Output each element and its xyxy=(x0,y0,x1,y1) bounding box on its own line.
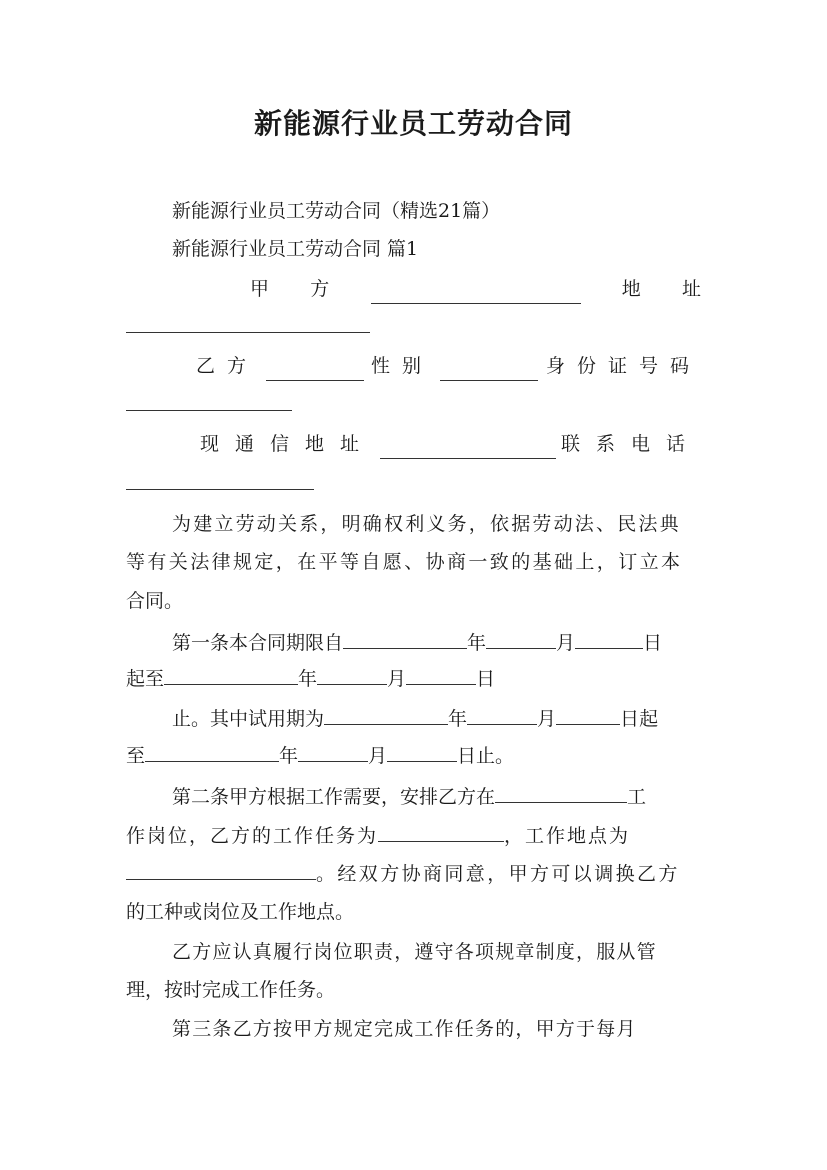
party-a-address-label-1: 地 xyxy=(621,278,641,300)
party-a-address-row xyxy=(126,310,701,342)
article-1-line-1 xyxy=(172,626,701,658)
party-a-address-label-2: 址 xyxy=(681,278,701,300)
day-label: 日 xyxy=(620,708,640,730)
year-label: 年 xyxy=(448,708,468,730)
intro-line-1: 为建立劳动关系，明确权利义务，依据劳动法、民法典 xyxy=(172,513,681,535)
article-2-line-2 xyxy=(126,819,701,851)
article-1-line-3 xyxy=(172,702,701,734)
party-a-label-1: 甲 xyxy=(250,278,270,300)
section-heading: 新能源行业员工劳动合同 篇1 xyxy=(172,238,419,260)
probation-end-month-blank xyxy=(298,739,368,762)
probation-end-day-blank xyxy=(387,739,457,762)
id-number-row xyxy=(126,388,701,420)
article-2-prefix: 第二条甲方根据工作需要，安排乙方在 xyxy=(172,786,496,808)
task-blank xyxy=(378,819,504,842)
document-title: 新能源行业员工劳动合同 xyxy=(253,107,573,140)
zhi-label: 至 xyxy=(126,745,146,767)
party-b-name-blank xyxy=(266,358,364,381)
year-label: 年 xyxy=(467,632,487,654)
article-1-line-4 xyxy=(126,739,701,771)
gender-blank xyxy=(440,358,538,381)
party-b-label: 乙方 xyxy=(196,355,259,377)
id-number-label: 身份证号码 xyxy=(545,355,701,377)
start-year-blank xyxy=(343,626,467,649)
department-blank xyxy=(495,780,627,803)
day-label: 日 xyxy=(476,668,496,690)
gong-label: 工 xyxy=(627,786,647,808)
article-1-prefix: 第一条本合同期限自 xyxy=(172,632,344,654)
article-2-line-3 xyxy=(126,857,701,889)
party-a-label-2: 方 xyxy=(310,278,330,300)
duty-line-2: 理，按时完成工作任务。 xyxy=(126,979,336,1001)
document-subtitle: 新能源行业员工劳动合同（精选21篇） xyxy=(172,200,501,222)
year-label: 年 xyxy=(279,745,299,767)
end-day-blank xyxy=(406,662,476,685)
gender-label: 性别 xyxy=(370,355,433,377)
task-label: 作岗位，乙方的工作任务为 xyxy=(126,825,379,847)
party-a-name-blank xyxy=(371,281,581,304)
probation-label: 止。其中试用期为 xyxy=(172,708,325,730)
duty-line-1: 乙方应认真履行岗位职责，遵守各项规章制度，服从管 xyxy=(172,941,657,963)
qi-zhi-label: 起至 xyxy=(126,668,165,690)
phone-row xyxy=(126,467,701,499)
article-2-text-3: 。经双方协商同意，甲方可以调换乙方 xyxy=(316,863,680,885)
month-label: 月 xyxy=(387,668,407,690)
party-a-address-blank xyxy=(126,310,370,333)
article-3-line-1: 第三条乙方按甲方规定完成工作任务的，甲方于每月 xyxy=(172,1018,637,1040)
id-number-blank xyxy=(126,388,292,411)
probation-month-blank xyxy=(467,702,537,725)
phone-blank xyxy=(126,467,314,490)
intro-line-2: 等有关法律规定，在平等自愿、协商一致的基础上，订立本 xyxy=(126,551,683,573)
party-b-row xyxy=(196,351,701,381)
qi-label: 起 xyxy=(639,708,659,730)
intro-line-3: 合同。 xyxy=(126,590,184,612)
contact-row xyxy=(200,429,701,459)
current-address-blank xyxy=(380,436,556,459)
year-label: 年 xyxy=(298,668,318,690)
probation-end-year-blank xyxy=(145,739,279,762)
party-a-row xyxy=(250,274,701,304)
phone-label: 联系电话 xyxy=(560,433,701,455)
current-address-label: 现通信地址 xyxy=(200,433,376,455)
start-day-blank xyxy=(575,626,643,649)
workplace-blank xyxy=(126,857,316,880)
probation-day-blank xyxy=(556,702,620,725)
month-label: 月 xyxy=(556,632,576,654)
end-year-blank xyxy=(164,662,298,685)
article-2-line-4: 的工种或岗位及工作地点。 xyxy=(126,901,355,923)
end-month-blank xyxy=(317,662,387,685)
start-month-blank xyxy=(486,626,556,649)
day-label: 日 xyxy=(643,632,663,654)
month-label: 月 xyxy=(537,708,557,730)
ri-zhi-label: 日止。 xyxy=(457,745,515,767)
article-2-line-1 xyxy=(172,780,701,812)
workplace-label: ，工作地点为 xyxy=(504,825,631,847)
month-label: 月 xyxy=(368,745,388,767)
probation-year-blank xyxy=(324,702,448,725)
article-1-line-2 xyxy=(126,662,701,694)
